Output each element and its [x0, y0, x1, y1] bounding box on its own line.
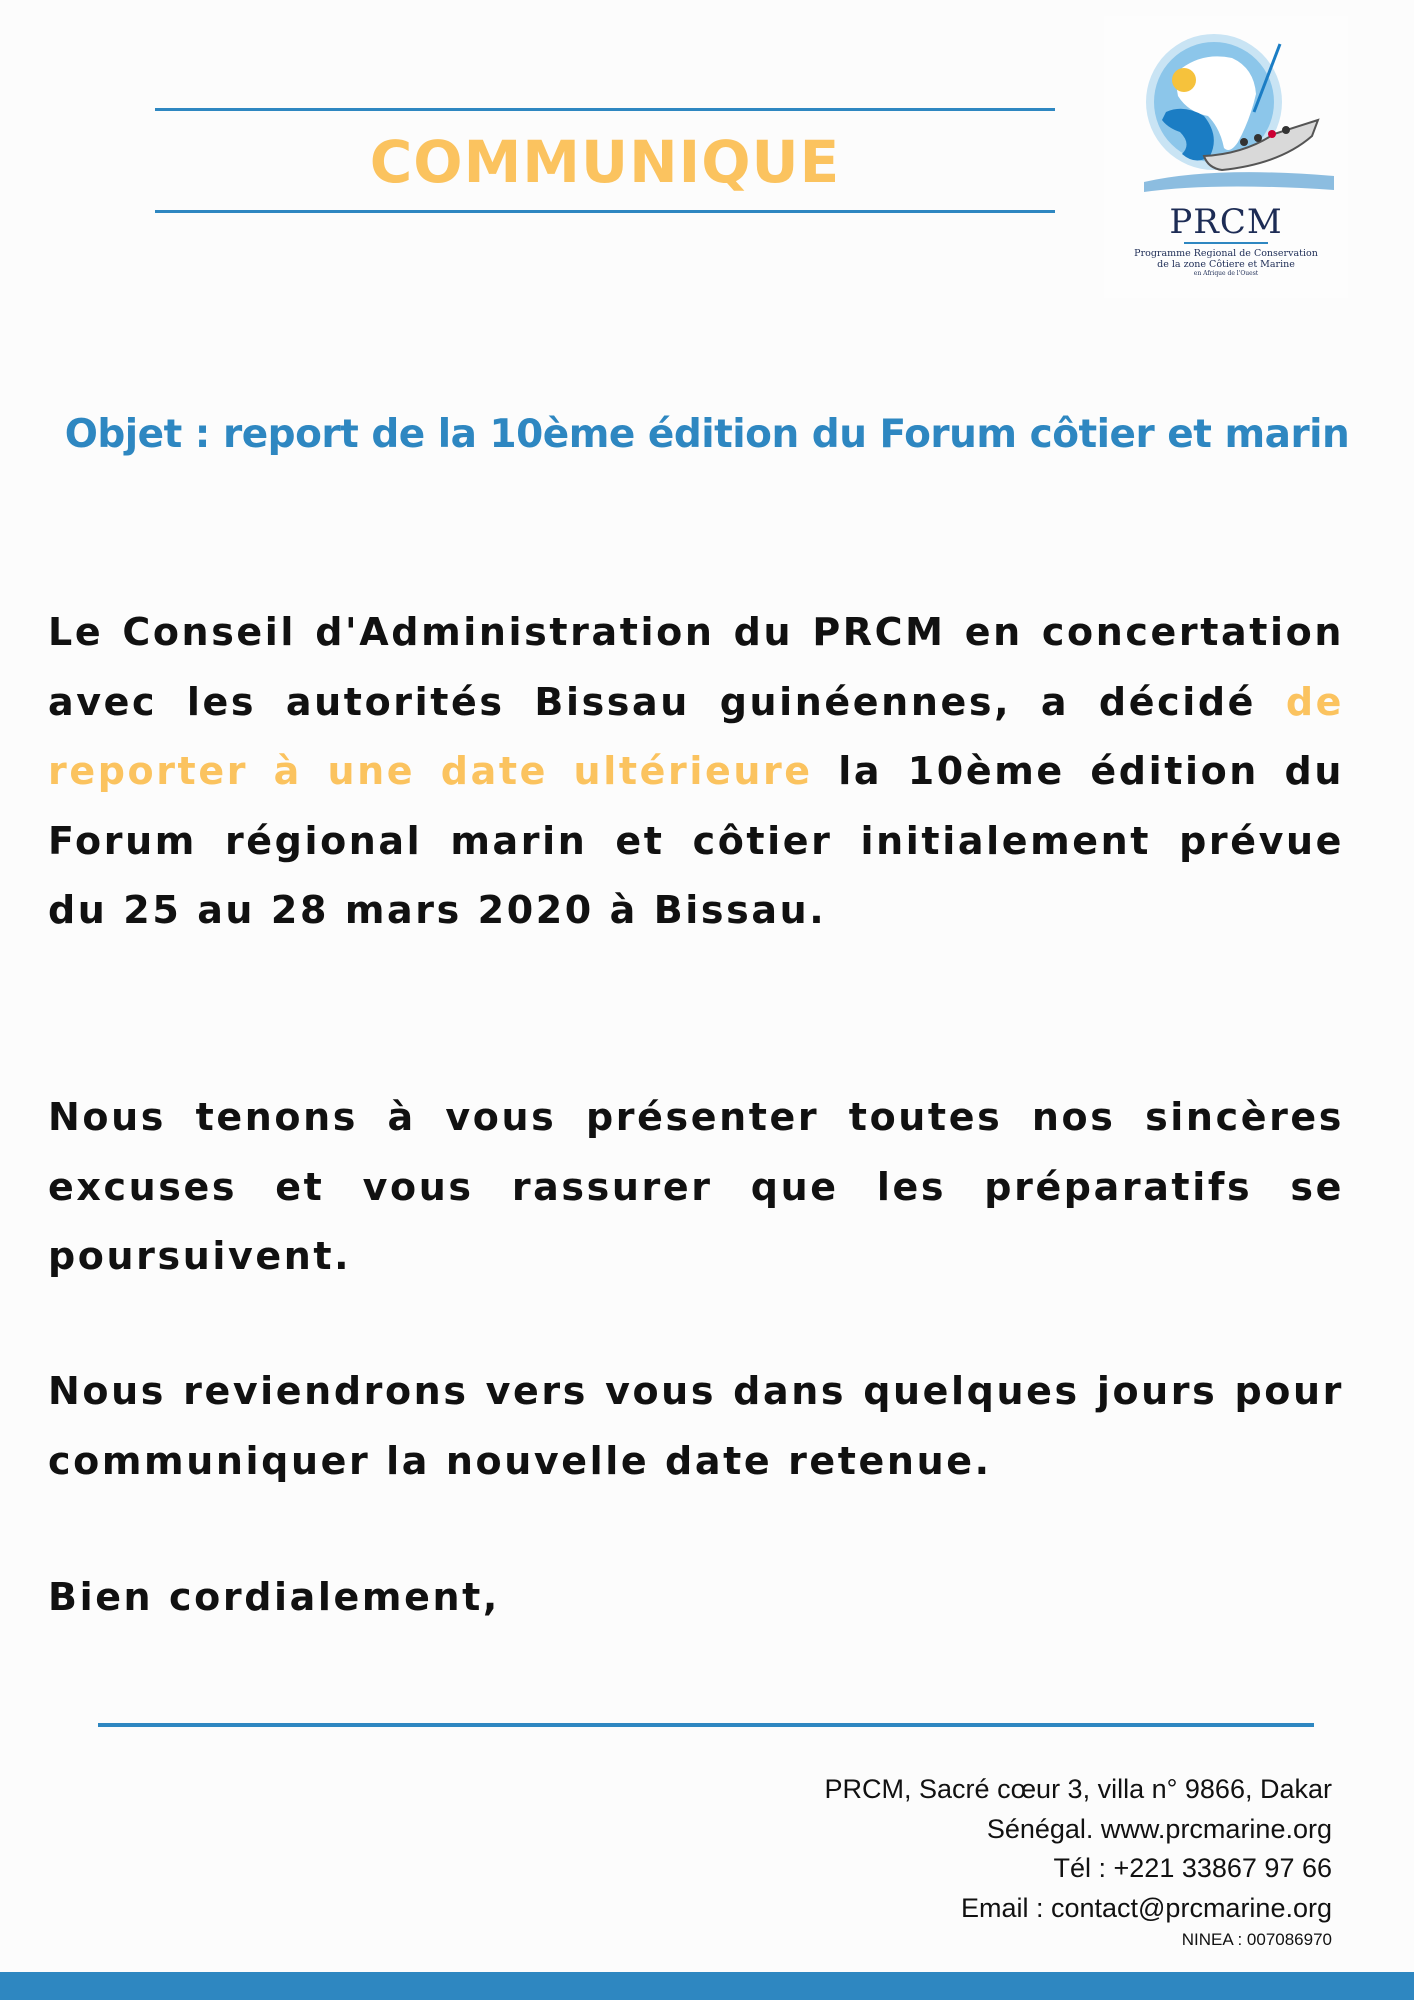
footer-phone: Tél : +221 33867 97 66 — [1053, 1853, 1332, 1883]
footer-ninea: NINEA : 007086970 — [1181, 1930, 1332, 1949]
prcm-emblem-icon — [1104, 16, 1348, 202]
footer-rule — [98, 1723, 1314, 1727]
prcm-logo — [1104, 16, 1348, 298]
paragraph-decision — [48, 598, 1344, 946]
paragraph-followup: Nous reviendrons vers vous dans quelques jours pour communiquer la nouvelle date retenue. — [48, 1369, 1344, 1483]
paragraph-apology: Nous tenons à vous présenter toutes nos sincères excuses et vous rassurer que les préparatifs se poursuivent. — [48, 1095, 1344, 1278]
paragraph-decision-start: Le Conseil d'Administration du PRCM en concertation avec les autorités Bissau guinéennes, a décidé — [48, 610, 1344, 724]
logo-subtitle — [1104, 248, 1348, 270]
contact-block — [632, 1770, 1332, 1952]
footer-website: Sénégal. www.prcmarine.org — [986, 1813, 1332, 1844]
footer-email: Email : contact@prcmarine.org — [960, 1892, 1332, 1923]
logo-subtitle-line2: de la zone Côtiere et Marine — [1157, 259, 1295, 270]
logo-subtitle-line1: Programme Regional de Conservation — [1134, 248, 1318, 259]
postponement-highlight: de reporter à une date ultérieure — [48, 679, 1344, 793]
logo-divider — [1184, 242, 1268, 244]
paragraph-decision-end: la 10ème édition du Forum régional marin et côtier initialement prévue du 25 au 28 mars 2020 à Bissau. — [48, 749, 1344, 932]
title-rule-top — [155, 108, 1055, 111]
title-rule-bottom — [155, 210, 1055, 213]
logo-subtitle-line3: en Afrique de l'Ouest — [1193, 270, 1259, 277]
footer-address: PRCM, Sacré cœur 3, villa n° 9866, Dakar — [824, 1774, 1332, 1804]
subject-line: Objet : report de la 10ème édition du Forum côtier et marin — [64, 412, 1350, 457]
logo-brand-text: PRCM — [1169, 202, 1283, 242]
bottom-bar — [0, 1972, 1414, 2000]
closing-greeting: Bien cordialement, — [48, 1575, 500, 1619]
page-title: COMMUNIQUE — [369, 128, 841, 196]
